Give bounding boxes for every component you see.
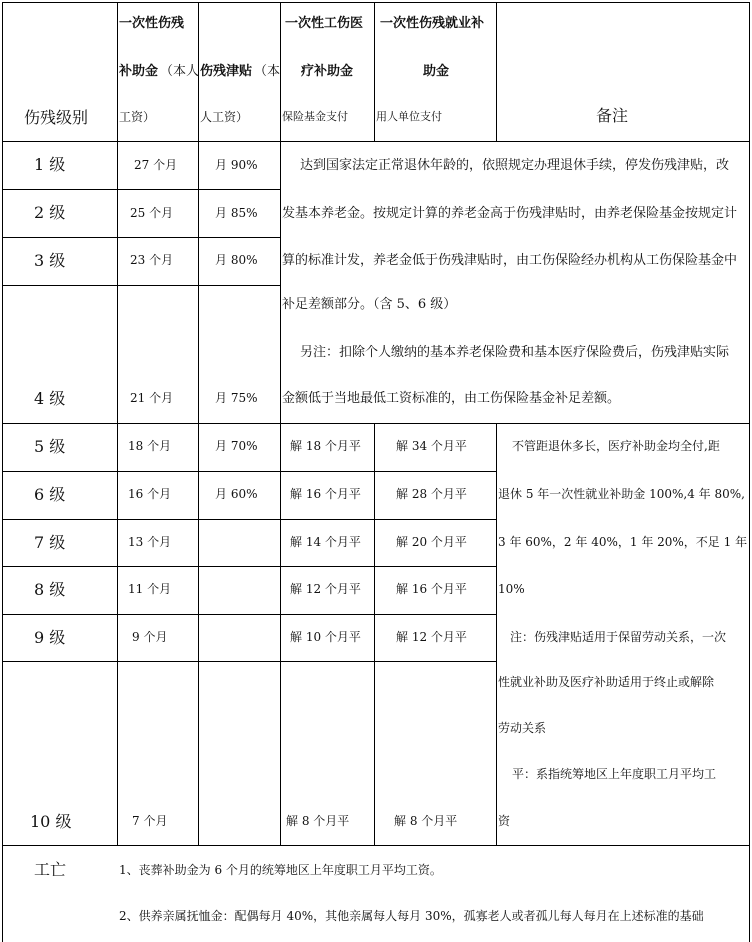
header-allowance: 人工资） bbox=[200, 110, 249, 124]
note-lower-line: 平：系指统筹地区上年度职工月平均工 bbox=[512, 767, 717, 781]
medical-value: 解 14 个月平 bbox=[290, 535, 361, 549]
level-label: 5 级 bbox=[34, 437, 66, 456]
note-lower-line: 资 bbox=[498, 814, 511, 828]
level-label: 1 级 bbox=[34, 155, 66, 174]
medical-value: 解 16 个月平 bbox=[290, 487, 361, 501]
employment-value: 解 8 个月平 bbox=[394, 814, 458, 828]
note-upper-line: 达到国家法定正常退休年龄的，依照规定办理退休手续，停发伤残津贴，改 bbox=[300, 158, 730, 173]
header-allowance: （本 bbox=[254, 64, 281, 79]
col-divider bbox=[374, 423, 375, 845]
table-border-left bbox=[2, 2, 3, 942]
row-divider bbox=[2, 614, 497, 615]
header-lump-sum: 补助金 bbox=[119, 64, 159, 79]
allowance-value: 月 80% bbox=[215, 253, 258, 267]
medical-value: 解 8 个月平 bbox=[286, 814, 350, 828]
note-lower-line: 不管距退休多长，医疗补助金均全付,距 bbox=[512, 439, 720, 453]
header-employment: 一次性伤残就业补 bbox=[380, 16, 485, 31]
lump-sum-value: 18 个月 bbox=[128, 439, 172, 453]
level-label: 3 级 bbox=[34, 251, 66, 270]
col-divider bbox=[496, 423, 497, 845]
col-divider bbox=[280, 2, 281, 845]
header-medical: 疗补助金 bbox=[301, 64, 354, 79]
medical-value: 解 12 个月平 bbox=[290, 582, 361, 596]
note-lower-line: 退休 5 年一次性就业补助金 100%,4 年 80%, bbox=[498, 487, 745, 501]
header-employment: 用人单位支付 bbox=[376, 110, 442, 123]
note-upper-line: 金额低于当地最低工资标准的，由工伤保险基金补足差额。 bbox=[282, 391, 621, 406]
lump-sum-value: 25 个月 bbox=[130, 206, 174, 220]
row-divider bbox=[2, 566, 497, 567]
header-employment: 助金 bbox=[423, 64, 450, 79]
allowance-value: 月 60% bbox=[215, 487, 258, 501]
lump-sum-value: 23 个月 bbox=[130, 253, 174, 267]
allowance-value: 月 85% bbox=[215, 206, 258, 220]
level-label: 2 级 bbox=[34, 203, 66, 222]
col-divider bbox=[496, 2, 497, 141]
medical-value: 解 18 个月平 bbox=[290, 439, 361, 453]
death-label: 工亡 bbox=[34, 860, 67, 879]
row-divider bbox=[2, 237, 280, 238]
row-divider bbox=[2, 471, 497, 472]
death-benefit-line: 1、丧葬补助金为 6 个月的统筹地区上年度职工月平均工资。 bbox=[119, 863, 442, 877]
header-level: 伤残级别 bbox=[24, 108, 89, 127]
lump-sum-value: 27 个月 bbox=[134, 158, 178, 172]
note-lower-line: 劳动关系 bbox=[498, 721, 547, 735]
level-label: 8 级 bbox=[34, 580, 66, 599]
note-lower-line: 注：伤残津贴适用于保留劳动关系，一次 bbox=[510, 630, 727, 644]
table-border-top bbox=[2, 2, 750, 3]
header-remarks: 备注 bbox=[596, 106, 629, 125]
lump-sum-value: 16 个月 bbox=[128, 487, 172, 501]
note-lower-line: 3 年 60%，2 年 40%，1 年 20%，不足 1 年 bbox=[498, 535, 748, 549]
row-divider bbox=[2, 423, 750, 424]
header-medical: 一次性工伤医 bbox=[285, 16, 364, 31]
header-lump-sum: （本人 bbox=[160, 64, 200, 79]
employment-value: 解 12 个月平 bbox=[396, 630, 467, 644]
employment-value: 解 28 个月平 bbox=[396, 487, 467, 501]
note-lower-line: 10% bbox=[498, 582, 525, 596]
row-divider bbox=[2, 661, 497, 662]
death-benefit-line: 2、供养亲属抚恤金：配偶每月 40%，其他亲属每人每月 30%，孤寡老人或者孤儿每人每月在上述标准的基础 bbox=[119, 909, 704, 923]
row-divider bbox=[2, 189, 280, 190]
row-divider bbox=[2, 845, 750, 846]
col-divider bbox=[117, 2, 118, 845]
lump-sum-value: 21 个月 bbox=[130, 391, 174, 405]
lump-sum-value: 7 个月 bbox=[132, 814, 168, 828]
note-upper-line: 发基本养老金。按规定计算的养老金高于伤残津贴时，由养老保险基金按规定计 bbox=[282, 206, 738, 221]
note-upper-line: 算的标准计发，养老金低于伤残津贴时，由工伤保险经办机构从工伤保险基金中 bbox=[282, 253, 738, 268]
table-border-right bbox=[749, 2, 750, 942]
col-divider bbox=[374, 2, 375, 141]
header-medical: 保险基金支付 bbox=[282, 110, 348, 123]
row-divider bbox=[2, 519, 497, 520]
employment-value: 解 16 个月平 bbox=[396, 582, 467, 596]
level-label: 7 级 bbox=[34, 533, 66, 552]
allowance-value: 月 75% bbox=[215, 391, 258, 405]
note-upper-line: 另注：扣除个人缴纳的基本养老保险费和基本医疗保险费后，伤残津贴实际 bbox=[300, 345, 730, 360]
allowance-value: 月 90% bbox=[215, 158, 258, 172]
note-lower-line: 性就业补助及医疗补助适用于终止或解除 bbox=[498, 675, 715, 689]
note-upper-line: 补足差额部分。（含 5、6 级） bbox=[282, 297, 457, 312]
medical-value: 解 10 个月平 bbox=[290, 630, 361, 644]
employment-value: 解 34 个月平 bbox=[396, 439, 467, 453]
allowance-value: 月 70% bbox=[215, 439, 258, 453]
row-divider bbox=[2, 285, 280, 286]
level-label: 4 级 bbox=[34, 389, 66, 408]
lump-sum-value: 13 个月 bbox=[128, 535, 172, 549]
col-divider bbox=[198, 2, 199, 845]
level-label: 9 级 bbox=[34, 628, 66, 647]
header-allowance: 伤残津贴 bbox=[200, 64, 253, 79]
level-label: 10 级 bbox=[30, 812, 72, 831]
level-label: 6 级 bbox=[34, 485, 66, 504]
lump-sum-value: 9 个月 bbox=[132, 630, 168, 644]
row-divider bbox=[2, 141, 750, 142]
header-lump-sum: 一次性伤残 bbox=[119, 16, 185, 31]
lump-sum-value: 11 个月 bbox=[128, 582, 172, 596]
employment-value: 解 20 个月平 bbox=[396, 535, 467, 549]
header-lump-sum: 工资） bbox=[119, 110, 156, 124]
